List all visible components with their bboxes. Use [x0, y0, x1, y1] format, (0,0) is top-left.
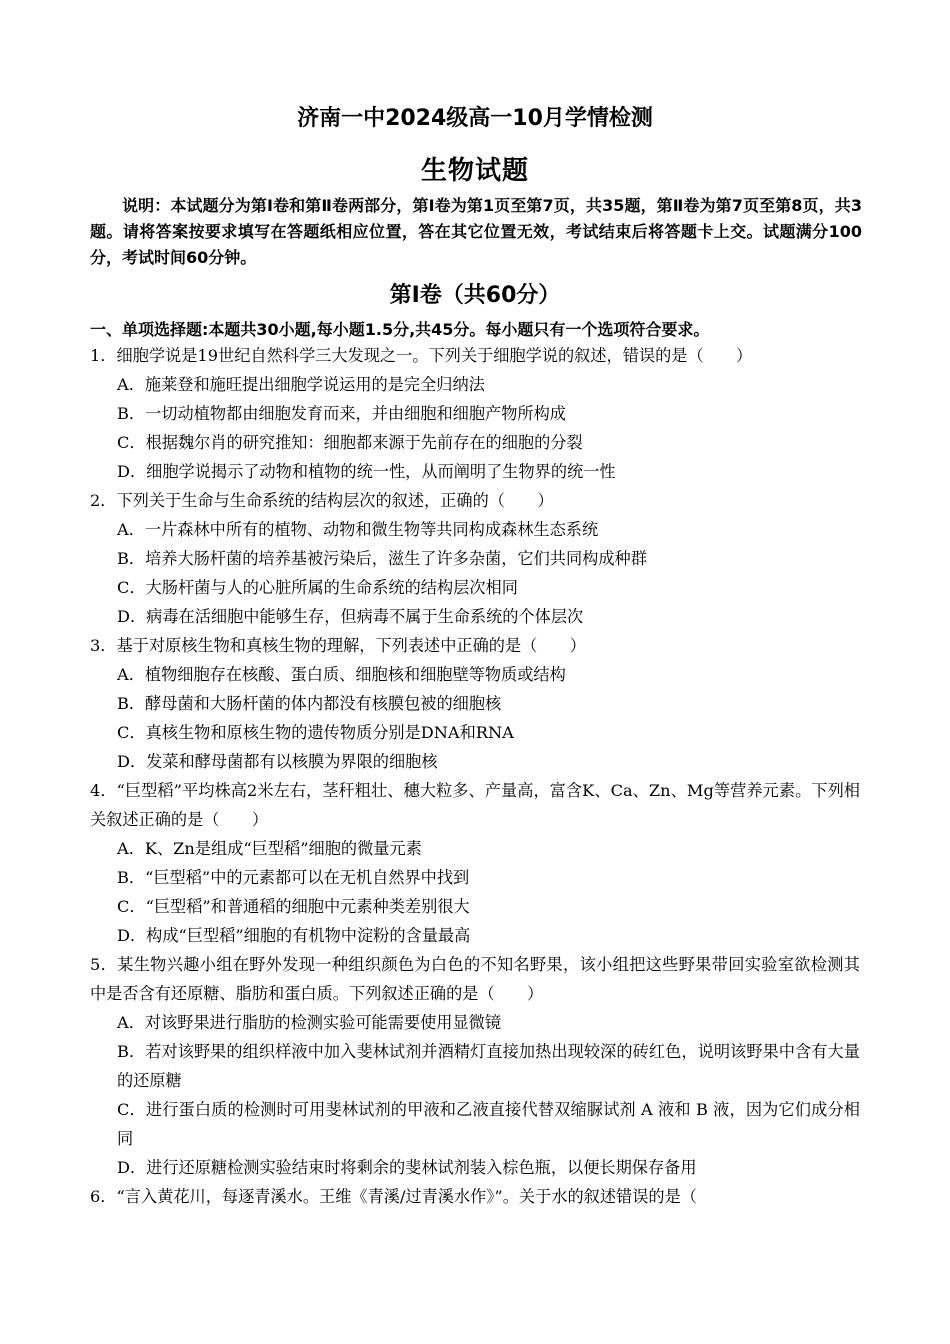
- question-stem: 4．“巨型稻”平均株高2米左右，茎秆粗壮、穗大粒多、产量高，富含K、Ca、Zn、Mg等营养元素。下列相关叙述正确的是（ ）: [90, 781, 860, 829]
- subject-title: 生物试题: [420, 156, 529, 186]
- option-d: D．细胞学说揭示了动物和植物的统一性，从而阐明了生物界的统一性: [117, 462, 616, 481]
- option-c: C．根据魏尔肖的研究推知：细胞都来源于先前存在的细胞的分裂: [117, 433, 583, 452]
- part-heading: 一、单项选择题:本题共30小题,每小题1.5分,共45分。每小题只有一个选项符合要求。: [90, 320, 710, 339]
- exam-title: 济南一中2024级高一10月学情检测: [297, 106, 653, 131]
- question-5: [90, 950, 860, 1182]
- option-a: A．施莱登和施旺提出细胞学说运用的是完全归纳法: [117, 375, 485, 394]
- option-a: A．一片森林中所有的植物、动物和微生物等共同构成森林生态系统: [117, 520, 599, 539]
- section-title: 第Ⅰ卷（共60分）: [389, 283, 561, 308]
- option-b: B．酵母菌和大肠杆菌的体内都没有核膜包被的细胞核: [117, 694, 502, 713]
- option-b: B．“巨型稻”中的元素都可以在无机自然界中找到: [117, 868, 470, 887]
- option-c: C．进行蛋白质的检测时可用斐林试剂的甲液和乙液直接代替双缩脲试剂 A 液和 B 液，因为它们成分相同: [117, 1100, 860, 1148]
- question-4: [90, 776, 860, 950]
- question-1: [90, 341, 860, 486]
- option-c: C．“巨型稻”和普通稻的细胞中元素种类差别很大: [117, 897, 470, 916]
- option-d: D．进行还原糖检测实验结束时将剩余的斐林试剂装入棕色瓶，以便长期保存备用: [117, 1158, 697, 1177]
- question-6: [90, 1182, 860, 1211]
- option-a: A．对该野果进行脂肪的检测实验可能需要使用显微镜: [117, 1013, 502, 1032]
- question-stem: 6．“言入黄花川，每逐青溪水。王维《青溪/过青溪水作》”。关于水的叙述错误的是（: [90, 1187, 697, 1206]
- option-b: B．培养大肠杆菌的培养基被污染后，滋生了许多杂菌，它们共同构成种群: [117, 549, 647, 568]
- option-b: B．一切动植物都由细胞发育而来，并由细胞和细胞产物所构成: [117, 404, 566, 423]
- option-b: B．若对该野果的组织样液中加入斐林试剂并酒精灯直接加热出现较深的砖红色，说明该野果中含有大量的还原糖: [117, 1042, 860, 1090]
- question-stem: 2．下列关于生命与生命系统的结构层次的叙述，正确的（ ）: [90, 491, 554, 510]
- option-d: D．发菜和酵母菌都有以核膜为界限的细胞核: [117, 752, 438, 771]
- question-2: [90, 486, 860, 631]
- option-a: A．K、Zn是组成“巨型稻”细胞的微量元素: [117, 839, 422, 858]
- option-d: D．构成“巨型稻”细胞的有机物中淀粉的含量最高: [117, 926, 471, 945]
- option-c: C．大肠杆菌与人的心脏所属的生命系统的结构层次相同: [117, 578, 518, 597]
- question-list: [90, 341, 860, 1211]
- question-stem: 1．细胞学说是19世纪自然科学三大发现之一。下列关于细胞学说的叙述，错误的是（ ）: [90, 346, 753, 365]
- option-d: D．病毒在活细胞中能够生存，但病毒不属于生命系统的个体层次: [117, 607, 584, 626]
- question-stem: 3．基于对原核生物和真核生物的理解，下列表述中正确的是（ ）: [90, 636, 586, 655]
- option-a: A．植物细胞存在核酸、蛋白质、细胞核和细胞壁等物质或结构: [117, 665, 566, 684]
- question-3: [90, 631, 860, 776]
- exam-instructions: 说明：本试题分为第Ⅰ卷和第Ⅱ卷两部分，第Ⅰ卷为第1页至第7页，共35题，第Ⅱ卷为第7页至第8页，共3题。请将答案按要求填写在答题纸相应位置，答在其它位置无效，考试结束后将答题卡上交。试题满分100分，考试时间60分钟。: [90, 196, 862, 267]
- option-c: C．真核生物和原核生物的遗传物质分别是DNA和RNA: [117, 723, 514, 742]
- question-stem: 5．某生物兴趣小组在野外发现一种组织颜色为白色的不知名野果，该小组把这些野果带回实验室欲检测其中是否含有还原糖、脂肪和蛋白质。下列叙述正确的是（ ）: [90, 955, 860, 1003]
